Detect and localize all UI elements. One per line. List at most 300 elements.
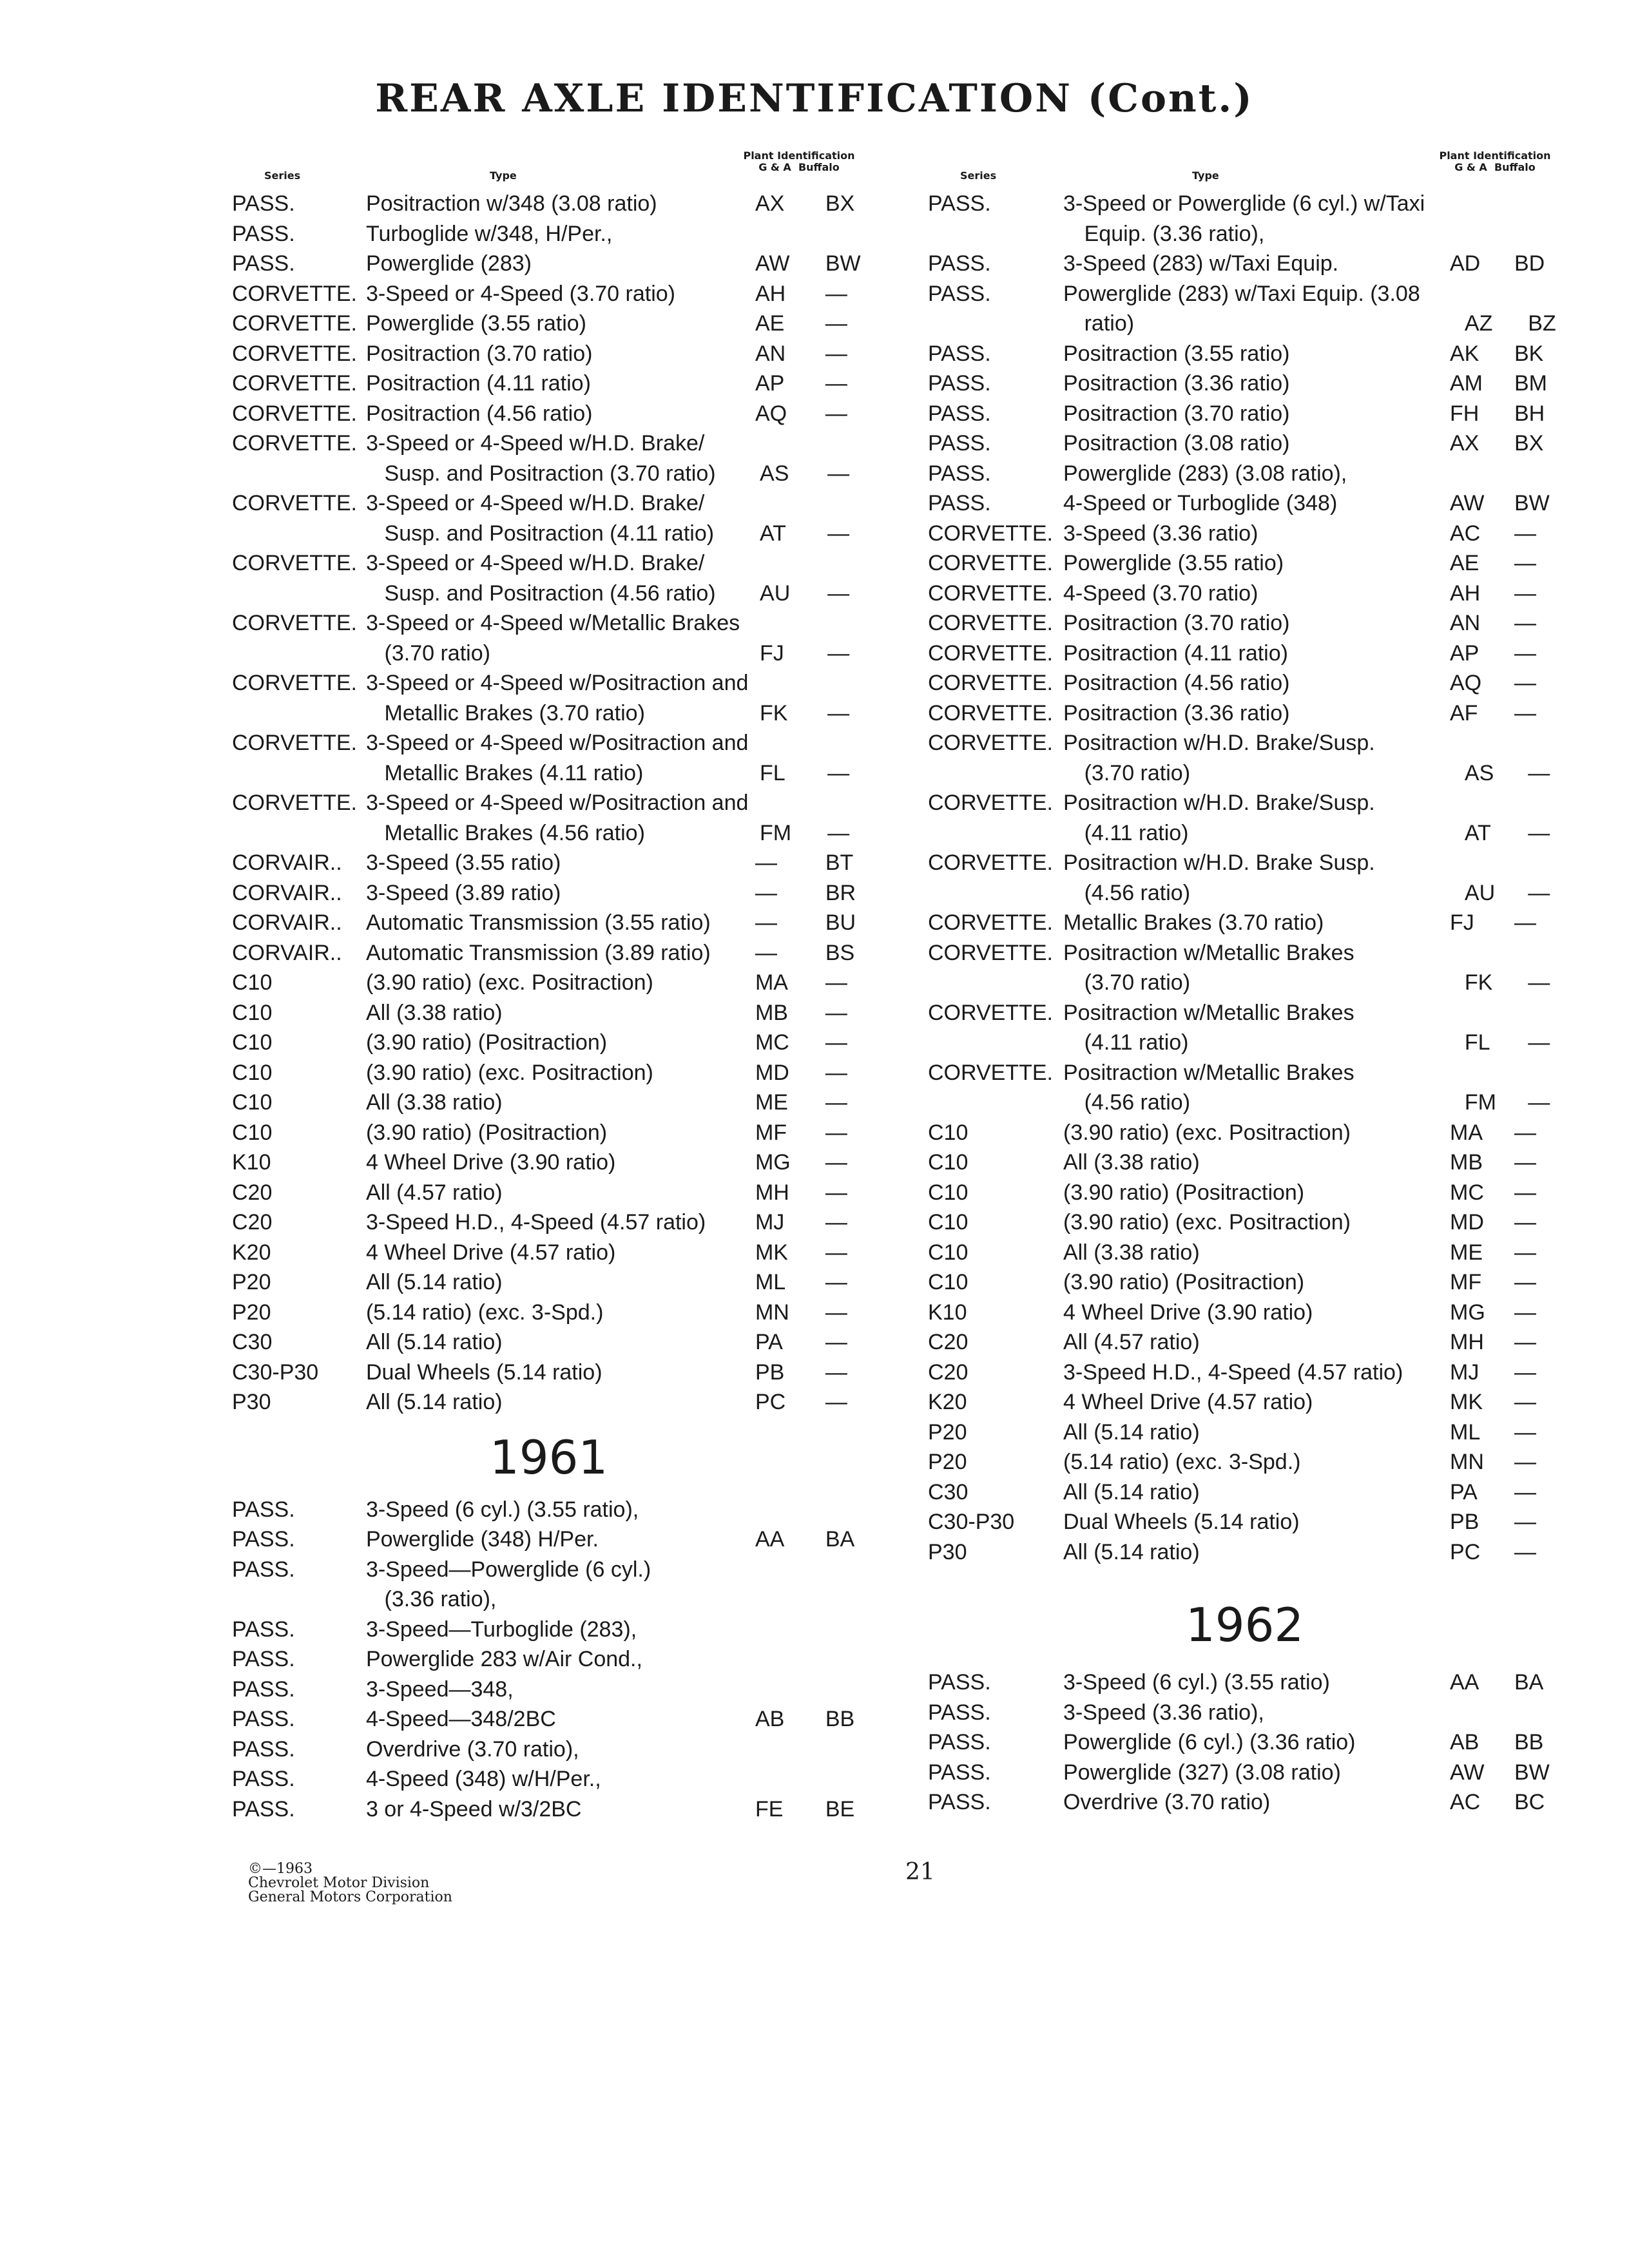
buffalo-code-cell: —	[825, 1360, 847, 1385]
page-title: REAR AXLE IDENTIFICATION (Cont.)	[375, 76, 1254, 121]
ga-code-cell: AE	[755, 311, 785, 336]
table-row	[928, 1447, 1579, 1477]
table-row	[928, 1118, 1579, 1148]
type-cell: (3.70 ratio)	[1084, 760, 1191, 785]
ga-code-cell: AZ	[1464, 311, 1493, 336]
buffalo-code-cell: —	[1514, 1450, 1536, 1474]
type-cell: Positraction (4.11 ratio)	[1063, 640, 1288, 666]
type-cell: (3.90 ratio) (Positraction)	[1063, 1180, 1305, 1205]
table-row	[232, 1207, 883, 1238]
series-cell: K20	[232, 1240, 271, 1265]
table-row	[232, 1238, 883, 1268]
type-cell: ratio)	[1084, 311, 1135, 336]
series-cell: CORVETTE.	[232, 611, 357, 635]
ga-code-cell: —	[755, 940, 777, 965]
series-header: Series	[264, 169, 301, 182]
ga-code-cell: PB	[755, 1360, 785, 1385]
ga-code-cell: AW	[1450, 491, 1485, 515]
ga-code-cell: MC	[1450, 1180, 1484, 1205]
type-cell: Automatic Transmission (3.89 ratio)	[365, 940, 711, 965]
series-cell: CORVETTE.	[232, 731, 357, 755]
ga-code-cell: AD	[1450, 251, 1481, 276]
buffalo-code-cell: —	[1528, 970, 1550, 995]
ga-code-cell: MG	[1450, 1300, 1485, 1325]
ga-code-cell: MC	[755, 1030, 789, 1055]
series-cell: CORVETTE.	[232, 791, 357, 815]
table-row	[928, 1058, 1579, 1088]
buffalo-code-cell: —	[825, 341, 847, 366]
series-cell: P20	[232, 1300, 271, 1325]
column-header	[928, 145, 1579, 184]
table-row	[232, 1178, 883, 1208]
table-row	[232, 848, 883, 878]
series-cell: PASS.	[232, 221, 295, 246]
ga-code-cell: MK	[1450, 1390, 1483, 1414]
year-heading-1961: 1961	[490, 1430, 608, 1485]
table-row	[928, 1698, 1579, 1728]
buffalo-code-cell: —	[825, 1240, 847, 1265]
series-cell: CORVETTE.	[928, 731, 1053, 755]
table-row	[232, 1794, 883, 1825]
buffalo-code-cell: —	[825, 1090, 847, 1115]
table-row	[232, 249, 883, 279]
type-cell: Positraction (3.08 ratio)	[1063, 431, 1290, 456]
type-cell: Susp. and Positraction (3.70 ratio)	[384, 461, 716, 486]
buffalo-code-cell: —	[827, 581, 850, 606]
buffalo-code-cell: —	[825, 1060, 847, 1085]
type-cell: 3-Speed (6 cyl.) (3.55 ratio)	[1063, 1670, 1330, 1695]
buffalo-code-cell: —	[827, 820, 850, 845]
type-cell: 3-Speed H.D., 4-Speed (4.57 ratio)	[365, 1210, 706, 1235]
plant-header	[1424, 150, 1566, 173]
type-cell: Positraction w/H.D. Brake/Susp.	[1063, 791, 1375, 815]
series-cell: PASS.	[928, 251, 991, 276]
type-cell: Positraction (3.36 ratio)	[1063, 700, 1290, 726]
ga-code-cell: AN	[755, 341, 786, 366]
table-row	[232, 1735, 883, 1765]
type-cell: 3-Speed or 4-Speed w/H.D. Brake/	[365, 551, 705, 575]
type-cell: 4-Speed or Turboglide (348)	[1063, 491, 1338, 515]
table-row	[928, 249, 1579, 279]
type-cell: Positraction w/Metallic Brakes	[1063, 940, 1354, 965]
type-cell: All (5.14 ratio)	[1063, 1419, 1200, 1445]
ga-code-cell: AE	[1450, 551, 1480, 575]
table-row	[928, 189, 1579, 219]
buffalo-code-cell: —	[825, 1300, 847, 1325]
left-column	[232, 145, 883, 1824]
buffalo-code-cell: —	[1528, 760, 1550, 785]
table-row	[928, 728, 1579, 758]
buffalo-code-cell: —	[1514, 1300, 1536, 1325]
type-cell: Overdrive (3.70 ratio),	[365, 1736, 579, 1762]
series-cell: CORVETTE.	[928, 791, 1053, 815]
buffalo-code-cell: —	[825, 401, 847, 426]
table-row	[928, 908, 1579, 938]
series-cell: CORVETTE.	[928, 611, 1053, 635]
series-cell: P20	[928, 1419, 967, 1445]
ga-code-cell: AN	[1450, 611, 1481, 635]
table-row	[928, 1418, 1579, 1448]
series-cell: P20	[928, 1450, 967, 1474]
table-row	[928, 639, 1579, 669]
type-cell: All (5.14 ratio)	[365, 1330, 503, 1354]
ga-code-cell: AW	[1450, 1760, 1485, 1785]
ga-code-cell: FM	[1464, 1090, 1496, 1115]
type-cell: Susp. and Positraction (4.56 ratio)	[384, 581, 716, 606]
type-cell: Positraction w/H.D. Brake/Susp.	[1063, 731, 1375, 755]
type-cell: (3.90 ratio) (Positraction)	[365, 1030, 608, 1055]
ga-code-cell: PC	[1450, 1539, 1481, 1564]
type-cell: All (5.14 ratio)	[1063, 1479, 1200, 1504]
series-cell: P20	[232, 1270, 271, 1294]
series-cell: PASS.	[928, 1730, 991, 1754]
left-table-1961	[232, 1495, 883, 1825]
buffalo-code-cell: —	[1514, 1330, 1536, 1354]
type-cell: All (3.38 ratio)	[1063, 1240, 1200, 1265]
table-row	[928, 1088, 1579, 1118]
table-row	[232, 608, 883, 639]
type-cell: All (5.14 ratio)	[365, 1270, 503, 1294]
type-cell: All (4.57 ratio)	[1063, 1330, 1200, 1354]
series-cell: PASS.	[928, 1760, 991, 1785]
right-column	[928, 145, 1579, 1818]
type-cell: All (3.38 ratio)	[365, 1000, 503, 1025]
series-cell: CORVETTE.	[928, 1000, 1053, 1025]
buffalo-code-cell: BC	[1514, 1790, 1545, 1814]
series-cell: C10	[232, 1060, 273, 1085]
table-row	[232, 428, 883, 459]
table-row	[232, 908, 883, 938]
type-cell: 4 Wheel Drive (3.90 ratio)	[365, 1150, 616, 1175]
ga-code-cell: ME	[755, 1090, 788, 1115]
table-row	[232, 1584, 883, 1615]
buffalo-code-cell: —	[1528, 820, 1550, 845]
table-row	[232, 309, 883, 339]
table-row	[928, 339, 1579, 369]
table-row	[232, 1764, 883, 1794]
table-row	[928, 1178, 1579, 1208]
buffalo-code-cell: —	[825, 1150, 847, 1175]
left-table	[232, 189, 883, 1418]
buffalo-code-cell: —	[827, 760, 850, 785]
buffalo-code-cell: BW	[825, 251, 861, 276]
type-cell: Positraction (3.70 ratio)	[365, 341, 593, 366]
buffalo-code-cell: —	[1514, 1210, 1536, 1235]
buffalo-code-cell: BS	[825, 940, 855, 965]
column-header	[232, 145, 883, 184]
type-cell: (4.11 ratio)	[1084, 1030, 1189, 1055]
type-cell: All (4.57 ratio)	[365, 1180, 503, 1205]
series-cell: C10	[232, 1090, 273, 1115]
ga-code-cell: AA	[755, 1527, 785, 1552]
table-row	[928, 1758, 1579, 1788]
ga-code-cell: —	[755, 880, 777, 905]
type-cell: 3-Speed—Powerglide (6 cyl.)	[365, 1557, 651, 1582]
ga-code-cell: AU	[1464, 880, 1496, 905]
series-cell: CORVETTE.	[232, 551, 357, 575]
ga-code-cell: AP	[755, 371, 785, 396]
type-cell: 3-Speed or 4-Speed w/Metallic Brakes	[365, 611, 740, 635]
series-cell: C20	[928, 1330, 969, 1354]
table-row	[928, 1727, 1579, 1758]
series-cell: CORVETTE.	[232, 431, 357, 456]
buffalo-code-cell: —	[1514, 1270, 1536, 1294]
series-cell: K20	[928, 1390, 967, 1414]
type-cell: Powerglide (348) H/Per.	[365, 1527, 599, 1552]
series-cell: PASS.	[232, 1647, 295, 1671]
buffalo-code-cell: BX	[1514, 431, 1544, 456]
table-row	[928, 399, 1579, 429]
ga-code-cell: MG	[755, 1150, 791, 1175]
buffalo-code-cell: BR	[825, 880, 856, 905]
series-cell: C30-P30	[928, 1510, 1015, 1534]
buffalo-code-cell: —	[1514, 640, 1536, 666]
type-cell: 3-Speed (6 cyl.) (3.55 ratio),	[365, 1497, 639, 1522]
table-row	[232, 1644, 883, 1675]
type-cell: Positraction w/Metallic Brakes	[1063, 1060, 1354, 1085]
series-cell: CORVETTE.	[232, 491, 357, 515]
table-row	[232, 1358, 883, 1388]
buffalo-code-cell: BT	[825, 850, 854, 875]
buffalo-code-cell: —	[825, 1180, 847, 1205]
series-cell: C10	[928, 1210, 969, 1235]
buffalo-code-cell: —	[1514, 1479, 1536, 1504]
series-cell: C30-P30	[232, 1360, 319, 1385]
ga-code-cell: AF	[1450, 700, 1478, 726]
type-cell: (5.14 ratio) (exc. 3-Spd.)	[365, 1300, 604, 1325]
table-row	[928, 1238, 1579, 1268]
table-row	[928, 938, 1579, 968]
series-cell: CORVETTE.	[928, 521, 1053, 546]
ga-code-cell: MJ	[755, 1210, 785, 1235]
table-row	[232, 1028, 883, 1058]
buffalo-code-cell: —	[1528, 1090, 1550, 1115]
buffalo-code-cell: —	[827, 640, 850, 666]
type-cell: Metallic Brakes (3.70 ratio)	[1063, 910, 1324, 935]
plant-header-title: Plant Identification	[743, 149, 855, 162]
type-cell: Powerglide (283)	[365, 251, 532, 276]
table-row	[232, 519, 883, 549]
buffalo-code-cell: —	[1514, 521, 1536, 546]
type-cell: 3-Speed or Powerglide (6 cyl.) w/Taxi	[1063, 191, 1425, 216]
ga-code-cell: AW	[755, 251, 790, 276]
table-row	[232, 878, 883, 908]
type-cell: 3-Speed—348,	[365, 1677, 514, 1702]
type-cell: Positraction (4.56 ratio)	[365, 401, 593, 426]
type-cell: Positraction (3.36 ratio)	[1063, 371, 1290, 396]
series-cell: PASS.	[928, 1700, 991, 1725]
series-cell: C10	[928, 1270, 969, 1294]
series-cell: CORVETTE.	[928, 700, 1053, 726]
ga-code-cell: PA	[1450, 1479, 1478, 1504]
buffalo-code-cell: —	[1528, 880, 1550, 905]
series-cell: PASS.	[928, 401, 991, 426]
type-cell: Metallic Brakes (4.11 ratio)	[384, 760, 644, 785]
table-row	[928, 548, 1579, 579]
series-cell: CORVETTE.	[232, 671, 357, 695]
type-cell: Powerglide (3.55 ratio)	[1063, 551, 1284, 575]
type-cell: (4.11 ratio)	[1084, 820, 1189, 845]
table-row	[232, 968, 883, 998]
table-row	[928, 1267, 1579, 1298]
ga-code-cell: ML	[1450, 1419, 1481, 1445]
series-cell: PASS.	[928, 461, 991, 486]
ga-code-cell: FE	[755, 1796, 784, 1821]
buffalo-code-cell: —	[1514, 700, 1536, 726]
buffalo-code-cell: —	[1514, 1390, 1536, 1414]
type-cell: 3 or 4-Speed w/3/2BC	[365, 1796, 582, 1821]
series-cell: CORVETTE.	[232, 341, 357, 366]
table-row	[232, 1555, 883, 1585]
type-cell: Metallic Brakes (4.56 ratio)	[384, 820, 645, 845]
series-cell: CORVETTE.	[928, 551, 1053, 575]
buffalo-code-cell: BU	[825, 910, 856, 935]
series-cell: C10	[928, 1150, 969, 1175]
table-row	[928, 608, 1579, 639]
buffalo-code-cell: BB	[1514, 1730, 1544, 1754]
table-row	[232, 279, 883, 309]
series-cell: PASS.	[928, 281, 991, 306]
table-row	[928, 1537, 1579, 1568]
buffalo-code-cell: —	[825, 1000, 847, 1025]
plant-header-title: Plant Identification	[1439, 149, 1551, 162]
buffalo-code-cell: —	[827, 461, 850, 486]
ga-code-cell: AM	[1450, 371, 1483, 396]
buffalo-code-cell: —	[825, 1390, 847, 1414]
ga-code-cell: MD	[1450, 1210, 1484, 1235]
type-cell: Powerglide (283) w/Taxi Equip. (3.08	[1063, 281, 1420, 306]
type-cell: 3-Speed—Turboglide (283),	[365, 1617, 637, 1642]
table-row	[928, 788, 1579, 818]
type-cell: (5.14 ratio) (exc. 3-Spd.)	[1063, 1450, 1301, 1474]
buffalo-code-cell: BE	[825, 1796, 855, 1821]
table-row	[232, 758, 883, 789]
buffalo-code-cell: —	[1514, 1180, 1536, 1205]
series-cell: CORVETTE.	[928, 671, 1053, 695]
series-cell: PASS.	[232, 1707, 295, 1731]
type-cell: Positraction (3.55 ratio)	[1063, 341, 1290, 366]
ga-code-cell: MD	[755, 1060, 789, 1085]
buffalo-code-cell: —	[1514, 1539, 1536, 1564]
type-cell: All (3.38 ratio)	[1063, 1150, 1200, 1175]
table-row	[928, 279, 1579, 309]
table-row	[232, 369, 883, 399]
type-cell: Overdrive (3.70 ratio)	[1063, 1790, 1271, 1814]
ga-code-cell: —	[755, 850, 777, 875]
table-row	[928, 998, 1579, 1028]
table-row	[928, 1298, 1579, 1328]
series-cell: CORVETTE.	[928, 940, 1053, 965]
series-cell: C30	[928, 1479, 969, 1504]
buffalo-code-cell: BW	[1514, 1760, 1550, 1785]
series-cell: C30	[232, 1330, 273, 1354]
series-cell: PASS.	[232, 191, 295, 216]
ga-code-cell: AH	[755, 281, 786, 306]
table-row	[232, 339, 883, 369]
ga-code-cell: AQ	[1450, 671, 1482, 695]
ga-code-cell: AU	[760, 581, 791, 606]
series-cell: CORVETTE.	[928, 1060, 1053, 1085]
series-cell: CORVETTE.	[232, 371, 357, 396]
series-cell: PASS.	[232, 1796, 295, 1821]
table-row	[928, 1387, 1579, 1418]
series-cell: C10	[928, 1180, 969, 1205]
buffalo-code-cell: BK	[1514, 341, 1544, 366]
type-cell: All (3.38 ratio)	[365, 1090, 503, 1115]
type-cell: (3.90 ratio) (exc. Positraction)	[1063, 1210, 1351, 1235]
type-cell: (4.56 ratio)	[1084, 880, 1191, 905]
table-row	[928, 369, 1579, 399]
series-cell: C20	[928, 1360, 969, 1385]
type-cell: 4 Wheel Drive (4.57 ratio)	[365, 1240, 616, 1265]
ga-code-cell: PB	[1450, 1510, 1480, 1534]
table-row	[928, 1477, 1579, 1508]
table-row	[928, 878, 1579, 908]
ga-code-cell: AK	[1450, 341, 1480, 366]
type-cell: Powerglide 283 w/Air Cond.,	[365, 1647, 642, 1671]
type-cell: (3.90 ratio) (exc. Positraction)	[1063, 1120, 1351, 1145]
ga-code-cell: FJ	[760, 640, 784, 666]
ga-code-cell: FK	[760, 700, 788, 726]
type-cell: 3-Speed or 4-Speed w/H.D. Brake/	[365, 431, 705, 456]
series-cell: K10	[928, 1300, 967, 1325]
buffalo-code-cell: —	[1514, 1240, 1536, 1265]
buffalo-code-cell: —	[1514, 551, 1536, 575]
ga-code-cell: FL	[760, 760, 786, 785]
series-cell: PASS.	[232, 1677, 295, 1702]
type-cell: 4 Wheel Drive (4.57 ratio)	[1063, 1390, 1313, 1414]
buffalo-code-cell: BW	[1514, 491, 1550, 515]
series-cell: PASS.	[232, 1497, 295, 1522]
series-cell: P30	[232, 1390, 271, 1414]
table-row	[232, 1088, 883, 1118]
plant-header	[728, 150, 870, 173]
type-cell: Powerglide (327) (3.08 ratio)	[1063, 1760, 1341, 1785]
type-cell: Positraction w/H.D. Brake Susp.	[1063, 850, 1375, 875]
series-cell: C20	[232, 1210, 273, 1235]
right-table	[928, 189, 1579, 1567]
type-cell: 3-Speed (3.89 ratio)	[365, 880, 561, 905]
ga-code-cell: FH	[1450, 401, 1480, 426]
ga-code-cell: AX	[755, 191, 785, 216]
ga-code-cell: AS	[1464, 760, 1494, 785]
type-cell: Turboglide w/348, H/Per.,	[365, 221, 613, 246]
table-row	[232, 219, 883, 249]
buffalo-code-cell: —	[1514, 1360, 1536, 1385]
table-row	[928, 818, 1579, 849]
table-row	[232, 399, 883, 429]
buffalo-code-cell: —	[825, 970, 847, 995]
type-cell: 4 Wheel Drive (3.90 ratio)	[1063, 1300, 1313, 1325]
ga-code-cell: MK	[755, 1240, 788, 1265]
series-cell: PASS.	[928, 341, 991, 366]
buffalo-code-cell: —	[1514, 1419, 1536, 1445]
table-row	[232, 938, 883, 968]
series-cell: PASS.	[928, 1670, 991, 1695]
type-cell: 3-Speed or 4-Speed w/Positraction and	[365, 731, 749, 755]
copyright: ©—1963	[248, 1861, 313, 1877]
ga-code-cell: MA	[1450, 1120, 1483, 1145]
ga-code-cell: MH	[1450, 1330, 1484, 1354]
series-cell: PASS.	[928, 191, 991, 216]
buffalo-code-cell: —	[825, 1330, 847, 1354]
series-cell: CORVAIR..	[232, 910, 342, 935]
type-cell: Powerglide (6 cyl.) (3.36 ratio)	[1063, 1730, 1356, 1754]
table-row	[232, 698, 883, 729]
ga-code-cell: MN	[755, 1300, 789, 1325]
table-row	[232, 189, 883, 219]
type-cell: Powerglide (283) (3.08 ratio),	[1063, 461, 1347, 486]
